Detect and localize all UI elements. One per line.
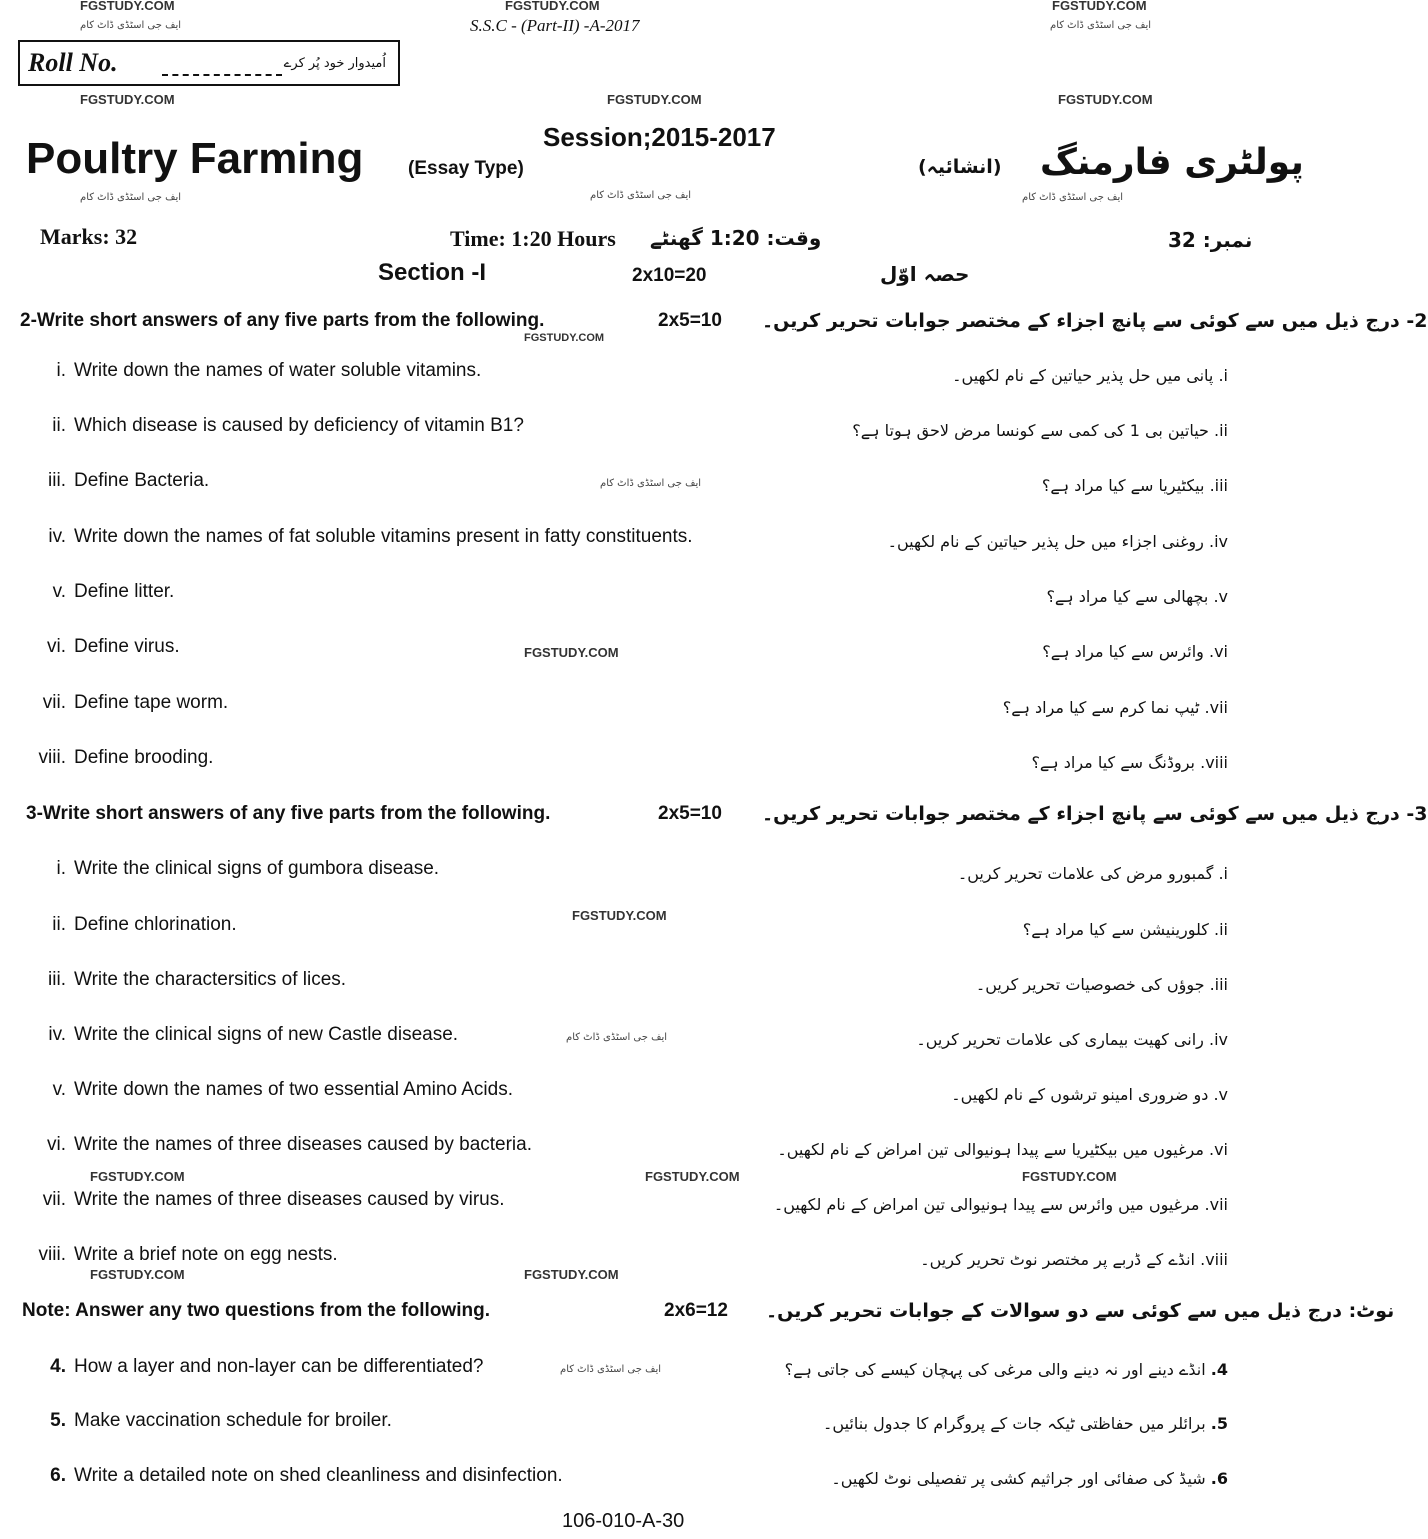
watermark-ur-long: ایف جی اسٹڈی ڈاٹ کام xyxy=(560,1364,662,1375)
watermark-top-right: FGSTUDY.COM xyxy=(1052,0,1147,13)
q3-item-2: ii. Define chlorination. xyxy=(52,914,237,935)
long-question-5: 5. Make vaccination schedule for broiler. xyxy=(50,1410,392,1431)
watermark-q3-row-left: FGSTUDY.COM xyxy=(90,1169,185,1184)
note-marks: 2x6=12 xyxy=(664,1300,728,1321)
q2-item-6-ur: vi. وائرس سے کیا مراد ہے؟ xyxy=(1042,642,1228,661)
board-code: S.S.C - (Part-II) -A-2017 xyxy=(470,16,640,35)
q2-item-4: iv. Write down the names of fat soluble vitamins present in fatty constituents. xyxy=(48,526,693,547)
q2-heading-ur: 2- درج ذیل میں سے کوئی سے پانچ اجزاء کے مختصر جوابات تحریر کریں۔ xyxy=(762,310,1428,332)
roll-number-field[interactable] xyxy=(162,74,282,76)
q3-item-4-ur: iv. رانی کھیت بیماری کی علامات تحریر کریں۔ xyxy=(916,1030,1228,1049)
q2-item-3: iii. Define Bacteria. xyxy=(48,470,210,491)
roll-number-note-ur: اُمیدوار خود پُر کرے xyxy=(283,56,386,71)
q3-item-5: v. Write down the names of two essential Amino Acids. xyxy=(52,1079,513,1100)
q3-item-7: vii. Write the names of three diseases caused by virus. xyxy=(42,1189,505,1210)
q2-item-1: i. Write down the names of water soluble vitamins. xyxy=(56,360,482,381)
q2-item-7: vii. Define tape worm. xyxy=(42,692,229,713)
q3-item-5-ur: v. دو ضروری امینو ترشوں کے نام لکھیں۔ xyxy=(951,1085,1228,1104)
q3-heading-ur: 3- درج ذیل میں سے کوئی سے پانچ اجزاء کے مختصر جوابات تحریر کریں۔ xyxy=(762,803,1428,825)
q2-item-7-ur: vii. ٹیپ نما کرم سے کیا مراد ہے؟ xyxy=(1002,698,1228,717)
q3-item-8-ur: viii. انڈے کے ڈربے پر مختصر نوٹ تحریر کریں۔ xyxy=(920,1250,1228,1269)
watermark-q2: FGSTUDY.COM xyxy=(524,332,605,344)
q3-item-6: vi. Write the names of three diseases caused by bacteria. xyxy=(47,1134,533,1155)
q2-item-1-ur: i. پانی میں حل پذیر حیاتین کے نام لکھیں۔ xyxy=(952,366,1228,385)
watermark-q3: FGSTUDY.COM xyxy=(572,908,667,923)
marks-label: Marks: 32 xyxy=(40,224,138,249)
long-question-4-ur: 4. انڈے دینے اور نہ دینے والی مرغی کی پہچان کیسے کی جاتی ہے؟ xyxy=(784,1360,1228,1379)
watermark-row2-center: FGSTUDY.COM xyxy=(607,92,702,107)
q2-item-2-ur: ii. حیاتین بی 1 کی کمی سے کونسا مرض لاحق ہوتا ہے؟ xyxy=(852,421,1228,440)
watermark-ur-row3-center: ایف جی اسٹڈی ڈاٹ کام xyxy=(590,190,692,201)
q3-item-6-ur: vi. مرغیوں میں بیکٹیریا سے پیدا ہونیوالی تین امراض کے نام لکھیں۔ xyxy=(777,1140,1228,1159)
watermark-top-left: FGSTUDY.COM xyxy=(80,0,175,13)
q3-item-1-ur: i. گمبورو مرض کی علامات تحریر کریں۔ xyxy=(957,864,1228,883)
roll-number-box xyxy=(18,40,400,86)
paper-title: Poultry Farming xyxy=(26,134,364,183)
time-label-ur: وقت: 1:20 گھنٹے xyxy=(650,226,822,250)
q3-item-4: iv. Write the clinical signs of new Castle disease. xyxy=(48,1024,459,1045)
roll-number-label: Roll No. xyxy=(28,48,118,77)
paper-code: 106-010-A-30 xyxy=(562,1510,685,1532)
watermark-row2-right: FGSTUDY.COM xyxy=(1058,92,1153,107)
q3-item-7-ur: vii. مرغیوں میں وائرس سے پیدا ہونیوالی تین امراض کے نام لکھیں۔ xyxy=(773,1195,1228,1214)
paper-title-ur: پولٹری فارمنگ xyxy=(1040,142,1304,183)
q3-item-2-ur: ii. کلورینیشن سے کیا مراد ہے؟ xyxy=(1022,920,1228,939)
essay-type-ur: (انشائیہ) xyxy=(918,156,1002,178)
q3-marks: 2x5=10 xyxy=(658,803,722,824)
q3-item-3: iii. Write the charactersitics of lices. xyxy=(48,969,347,990)
watermark-ur-row3-right: ایف جی اسٹڈی ڈاٹ کام xyxy=(1022,192,1124,203)
q2-item-2: ii. Which disease is caused by deficiency of vitamin B1? xyxy=(52,415,524,436)
watermark-ur-row3-left: ایف جی اسٹڈی ڈاٹ کام xyxy=(80,192,182,203)
essay-type: (Essay Type) xyxy=(408,158,524,179)
watermark-q3-row-right: FGSTUDY.COM xyxy=(1022,1169,1117,1184)
long-question-5-ur: 5. برائلر میں حفاظتی ٹیکہ جات کے پروگرام کا جدول بنائیں۔ xyxy=(823,1414,1228,1433)
note-text-ur: نوٹ: درج ذیل میں سے کوئی سے دو سوالات کے جوابات تحریر کریں۔ xyxy=(766,1300,1395,1322)
watermark-row2-left: FGSTUDY.COM xyxy=(80,92,175,107)
section-title-ur: حصہ اوّل xyxy=(880,262,970,286)
q3-item-8: viii. Write a brief note on egg nests. xyxy=(38,1244,338,1265)
watermark-q3-row-center: FGSTUDY.COM xyxy=(645,1169,740,1184)
q2-item-8: viii. Define brooding. xyxy=(38,747,214,768)
q3-item-3-ur: iii. جوؤں کی خصوصیات تحریر کریں۔ xyxy=(975,975,1228,994)
q2-heading: 2-Write short answers of any five parts from the following. xyxy=(20,310,545,331)
q2-item-4-ur: iv. روغنی اجزاء میں حل پذیر حیاتین کے نام لکھیں۔ xyxy=(887,532,1228,551)
note-text: Note: Answer any two questions from the following. xyxy=(22,1300,490,1321)
q2-item-8-ur: viii. بروڈنگ سے کیا مراد ہے؟ xyxy=(1031,753,1228,772)
q2-marks: 2x5=10 xyxy=(658,310,722,331)
long-question-6: 6. Write a detailed note on shed cleanliness and disinfection. xyxy=(50,1465,563,1486)
time-label: Time: 1:20 Hours xyxy=(450,226,616,251)
marks-label-ur: نمبر: 32 xyxy=(1168,228,1253,252)
section-title: Section -I xyxy=(378,259,487,286)
watermark-ur-q2: ایف جی اسٹڈی ڈاٹ کام xyxy=(600,478,702,489)
session-label: Session;2015-2017 xyxy=(543,122,776,152)
q2-item-5-ur: v. بچھالی سے کیا مراد ہے؟ xyxy=(1046,587,1228,606)
q3-heading: 3-Write short answers of any five parts from the following. xyxy=(26,803,551,824)
watermark-q3-bottom-center: FGSTUDY.COM xyxy=(524,1267,619,1282)
section-marks: 2x10=20 xyxy=(632,265,707,286)
q2-item-5: v. Define litter. xyxy=(52,581,175,602)
watermark-ur-top-left: ایف جی اسٹڈی ڈاٹ کام xyxy=(80,20,182,31)
watermark-q3-bottom-left: FGSTUDY.COM xyxy=(90,1267,185,1282)
long-question-4: 4. How a layer and non-layer can be differentiated? xyxy=(50,1356,484,1377)
long-question-6-ur: 6. شیڈ کی صفائی اور جراثیم کشی پر تفصیلی نوٹ لکھیں۔ xyxy=(831,1469,1228,1488)
q2-item-6: vi. Define virus. xyxy=(47,636,180,657)
watermark-top-center: FGSTUDY.COM xyxy=(505,0,600,13)
watermark-q2-mid: FGSTUDY.COM xyxy=(524,645,619,660)
q2-item-3-ur: iii. بیکٹیریا سے کیا مراد ہے؟ xyxy=(1041,476,1228,495)
q3-item-1: i. Write the clinical signs of gumbora disease. xyxy=(56,858,440,879)
watermark-ur-q3: ایف جی اسٹڈی ڈاٹ کام xyxy=(566,1032,668,1043)
watermark-ur-top-right: ایف جی اسٹڈی ڈاٹ کام xyxy=(1050,20,1152,31)
